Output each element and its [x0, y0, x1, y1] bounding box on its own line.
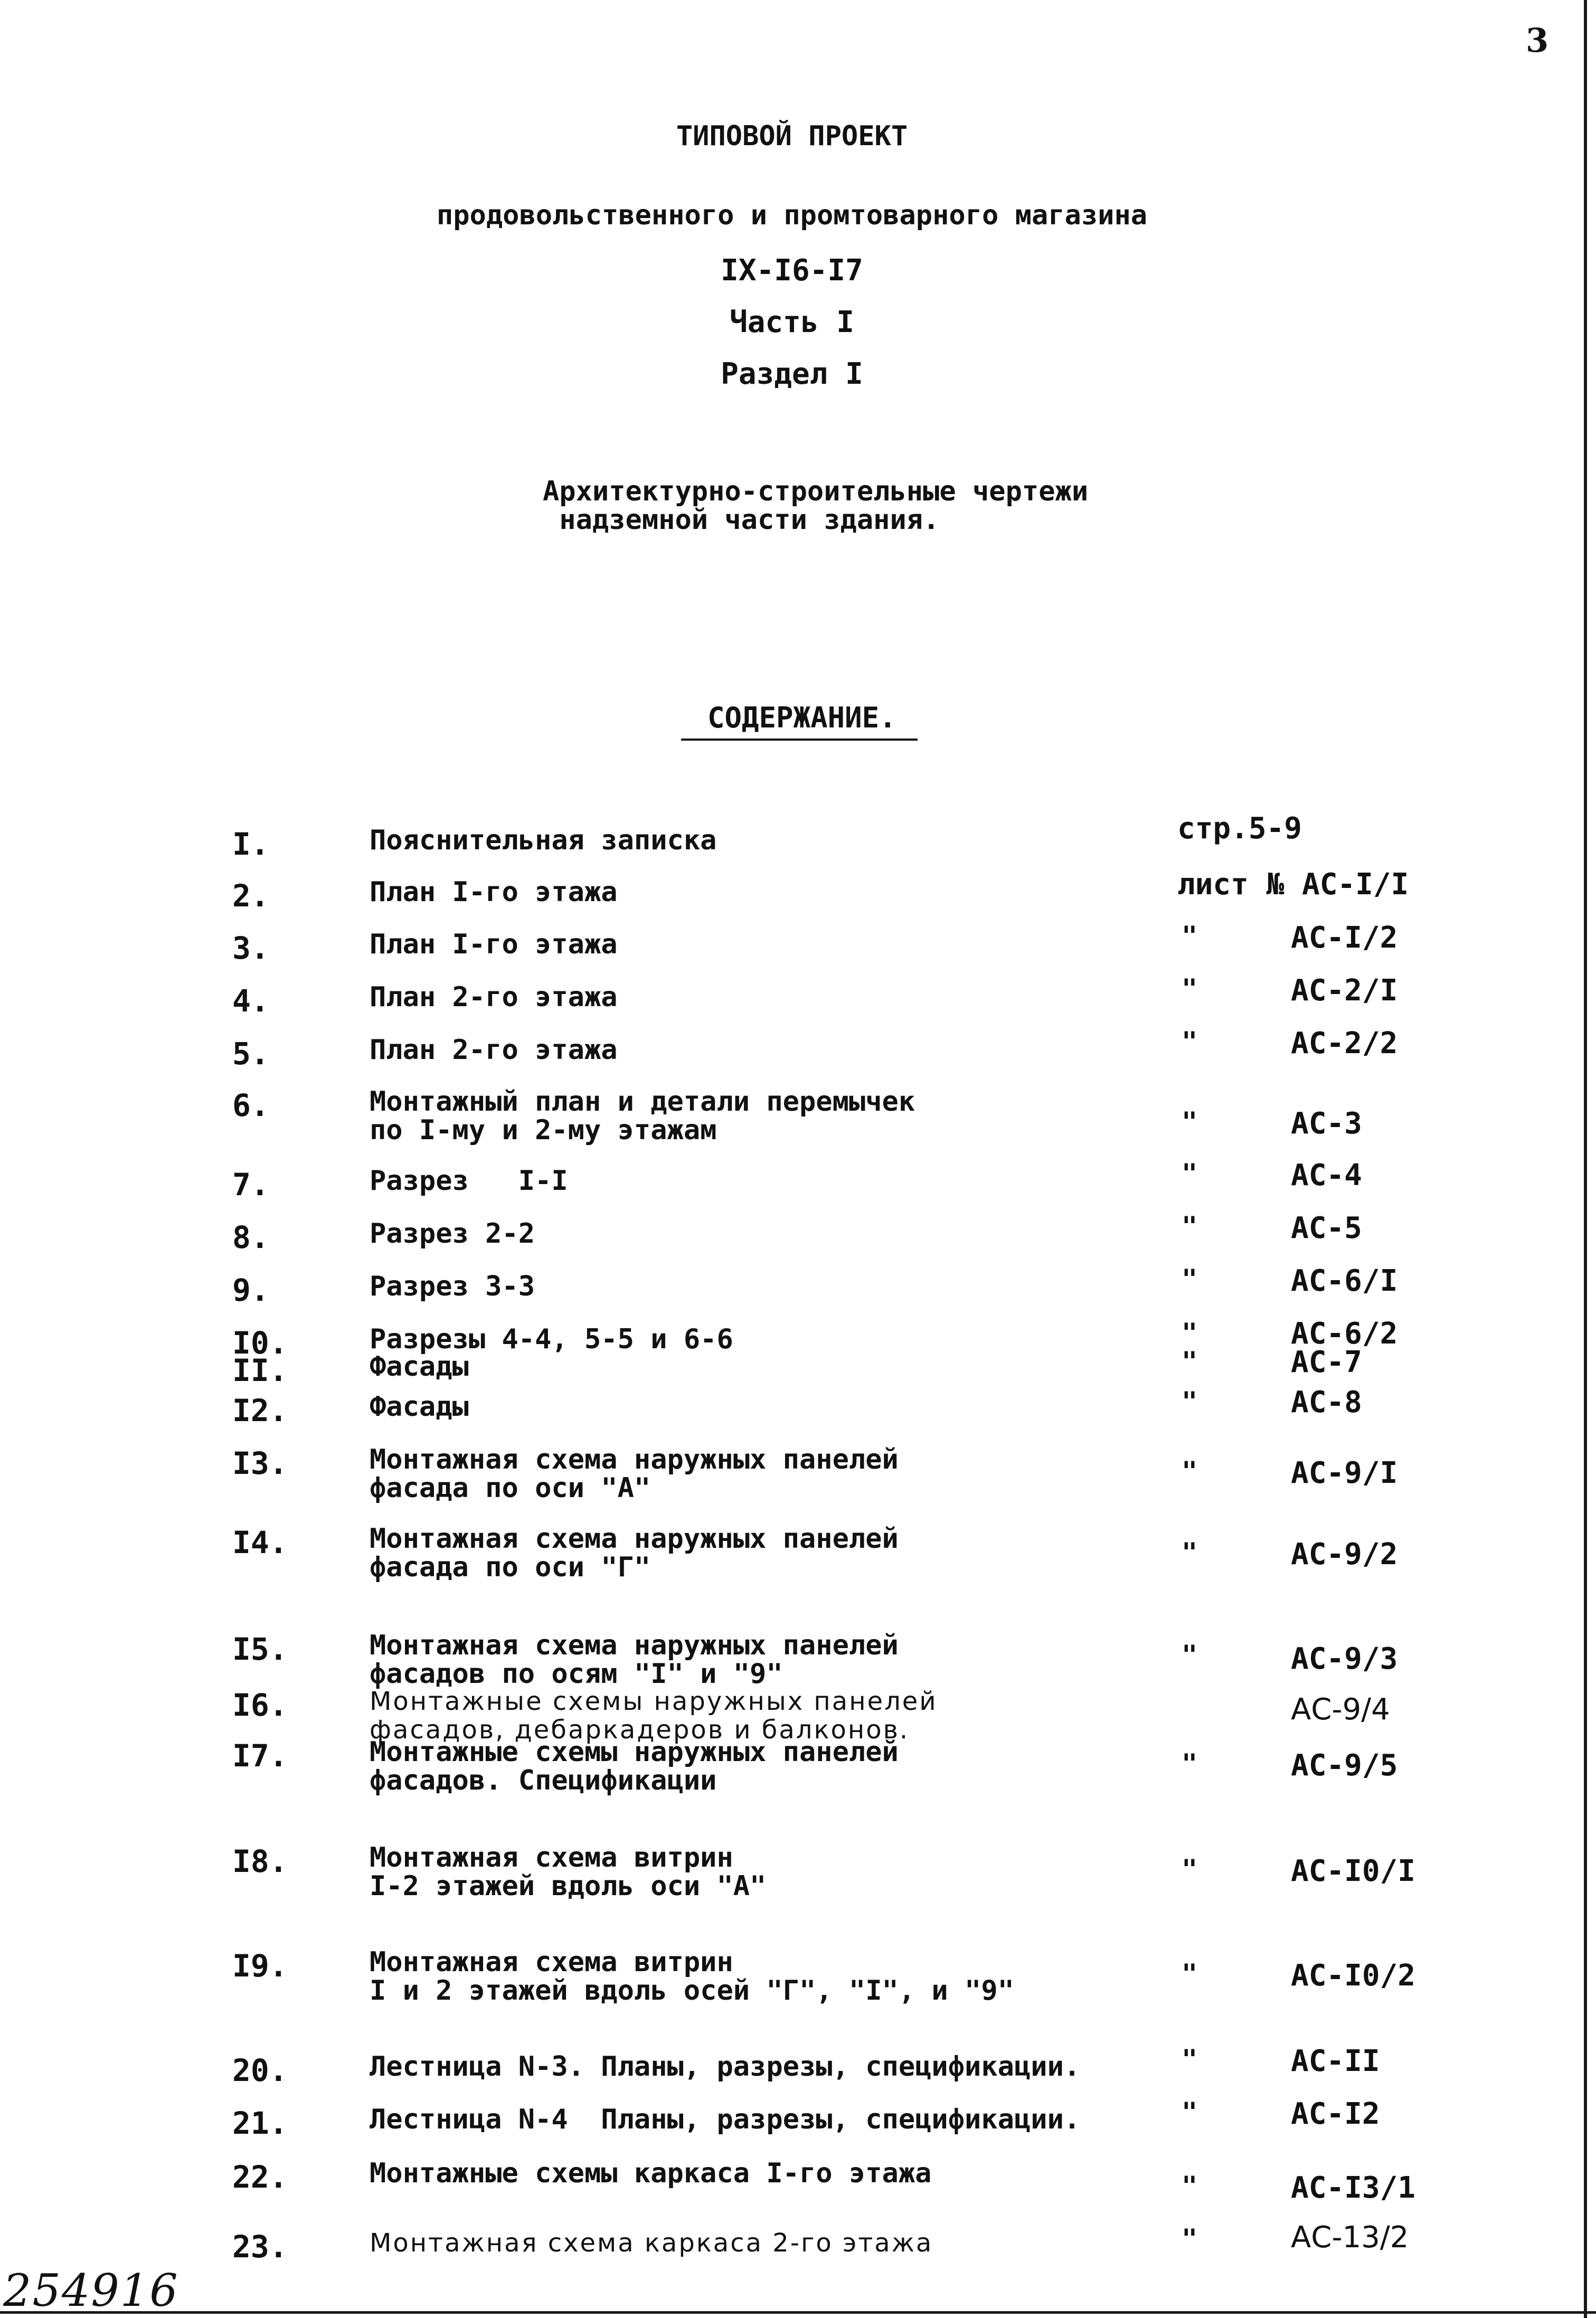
toc-row	[0, 2097, 1584, 2147]
toc-title: Монтажная схема наружных панелей фасадов по осям "I" и "9"	[370, 1630, 899, 1690]
toc-ref: АС-9/I	[1291, 1456, 1398, 1490]
toc-ditto-mark: "	[1182, 1959, 1198, 1989]
toc-ditto-mark: "	[1182, 2097, 1198, 2127]
toc-title: Монтажная схема наружных панелей фасада по оси "Г"	[370, 1523, 899, 1583]
toc-ditto-mark: "	[1182, 1537, 1198, 1568]
toc-ref: АС-3	[1291, 1106, 1362, 1141]
toc-num: I4.	[232, 1525, 288, 1560]
toc-num: I3.	[232, 1445, 288, 1481]
toc-ref: АС-I/2	[1291, 921, 1398, 955]
toc-ref: АС-4	[1291, 1158, 1362, 1193]
toc-title: Лестница N-3. Планы, разрезы, спецификации.	[370, 2051, 1081, 2083]
toc-title: Монтажная схема витрин I-2 этажей вдоль оси "А"	[370, 1842, 767, 1902]
toc-title: Монтажная схема каркаса 2-го этажа	[370, 2228, 933, 2258]
toc-ref: АС-I0/2	[1291, 1959, 1416, 1993]
toc-row	[0, 1385, 1584, 1435]
toc-ditto-mark: "	[1182, 1456, 1198, 1487]
toc-row	[0, 811, 1584, 868]
toc-title: Монтажные схемы каркаса I-го этажа	[370, 2158, 932, 2189]
toc-ditto-mark: "	[1182, 1106, 1198, 1137]
toc-num: I9.	[232, 1948, 288, 1984]
toc-row	[0, 1444, 1584, 1504]
section-label: Раздел I	[721, 357, 863, 391]
inventory-number: 254916	[3, 2265, 179, 2316]
toc-ditto-mark: "	[1182, 1026, 1198, 1057]
page-border-right	[1584, 0, 1587, 2318]
toc-ditto-mark: "	[1182, 1318, 1198, 1348]
toc-ref: АС-9/2	[1291, 1537, 1398, 1572]
toc-num: I2.	[232, 1393, 288, 1428]
toc-row	[0, 1086, 1584, 1146]
toc-ref: АС-6/I	[1291, 1264, 1398, 1298]
toc-row	[0, 1687, 1584, 1745]
toc-ref: АС-I3/1	[1291, 2171, 1416, 2205]
toc-ref: АС-I0/I	[1291, 1854, 1416, 1888]
toc-num: 8.	[232, 1219, 269, 1255]
toc-num: 23.	[232, 2229, 288, 2265]
toc-num: I8.	[232, 1843, 288, 1879]
toc-title: План 2-го этажа	[370, 1034, 618, 1066]
toc-ditto-mark: "	[1182, 1264, 1198, 1294]
toc-num: II.	[232, 1352, 288, 1388]
toc-ditto-mark: "	[1182, 1211, 1198, 1242]
toc-num: I6.	[232, 1687, 288, 1723]
toc-num: I5.	[232, 1631, 288, 1667]
project-code: IX-I6-I7	[721, 253, 863, 288]
toc-title: Разрезы 4-4, 5-5 и 6-6	[370, 1323, 733, 1355]
toc-ditto-mark: "	[1182, 1748, 1198, 1779]
toc-ref: АС-2/2	[1291, 1026, 1398, 1061]
toc-title: Монтажные схемы наружных панелей фасадов. Спецификации	[370, 1736, 899, 1796]
toc-ref: АС-6/2	[1291, 1317, 1398, 1351]
toc-row	[0, 921, 1584, 972]
toc-heading: СОДЕРЖАНИЕ.	[681, 701, 918, 741]
toc-num: 4.	[232, 983, 269, 1019]
toc-ref: АС-5	[1291, 1211, 1362, 1245]
toc-num: 6.	[232, 1087, 269, 1123]
toc-ditto-mark: "	[1182, 1854, 1198, 1885]
toc-ditto-mark: "	[1182, 921, 1198, 951]
toc-title: Монтажная схема наружных панелей фасада по оси "А"	[370, 1444, 899, 1504]
toc-num: 7.	[232, 1167, 269, 1203]
toc-ditto-mark: "	[1182, 973, 1198, 1004]
toc-title: Монтажные схемы наружных панелей фасадов, дебаркадеров и балконов.	[370, 1687, 938, 1745]
toc-title: Лестница N-4 Планы, разрезы, спецификации.	[370, 2104, 1081, 2135]
page-number: 3	[1526, 21, 1549, 60]
toc-num: 2.	[232, 878, 269, 914]
toc-row	[0, 1946, 1584, 2007]
toc-ref: АС-7	[1291, 1345, 1362, 1379]
toc-ditto-mark: "	[1182, 2044, 1198, 2075]
toc-ditto-mark: "	[1182, 1386, 1198, 1417]
toc-row	[0, 2044, 1584, 2095]
toc-ref: АС-II	[1291, 2044, 1380, 2078]
toc-row	[0, 1630, 1584, 1690]
section-description: Архитектурно-строительные чертежи надземной части здания.	[543, 476, 1089, 536]
toc-row	[0, 1026, 1584, 1078]
part-label: Часть I	[729, 305, 854, 339]
toc-title: План 2-го этажа	[370, 981, 618, 1013]
toc-ref: лист № АС-I/I	[1177, 867, 1409, 902]
toc-num: 21.	[232, 2105, 288, 2141]
toc-num: 20.	[232, 2052, 288, 2088]
toc-title: Фасады	[370, 1351, 469, 1383]
toc-row	[0, 2220, 1584, 2271]
toc-ditto-mark: "	[1182, 2171, 1198, 2201]
document-subtitle: продовольственного и промтоварного магазина	[436, 200, 1148, 231]
toc-title: Монтажный план и детали перемычек по I-му и 2-му этажам	[370, 1086, 915, 1146]
toc-num: 5.	[232, 1036, 269, 1072]
toc-num: 9.	[232, 1272, 269, 1308]
toc-row	[0, 1842, 1584, 1902]
toc-ditto-mark: "	[1182, 1346, 1198, 1377]
document-title: ТИПОВОЙ ПРОЕКТ	[676, 120, 908, 152]
toc-row	[0, 2158, 1584, 2205]
toc-ref: АС-9/3	[1291, 1642, 1398, 1676]
toc-row	[0, 1523, 1584, 1583]
toc-row	[0, 1158, 1584, 1209]
toc-ditto-mark: "	[1182, 1640, 1198, 1670]
toc-ditto-mark: "	[1182, 1158, 1198, 1189]
toc-title: План I-го этажа	[370, 876, 618, 908]
toc-title: Фасады	[370, 1391, 469, 1423]
toc-row	[0, 867, 1584, 920]
toc-row	[0, 1211, 1584, 1262]
toc-num: I7.	[232, 1738, 288, 1774]
toc-title: Разрез 3-3	[370, 1271, 535, 1302]
toc-ref: стр.5-9	[1177, 811, 1302, 846]
toc-num: 3.	[232, 930, 269, 966]
toc-ditto-mark: "	[1182, 2224, 1198, 2254]
toc-title: Пояснительная записка	[370, 825, 717, 856]
toc-title: Монтажная схема витрин I и 2 этажей вдоль осей "Г", "I", и "9"	[370, 1946, 1014, 2007]
toc-ref: АС-9/4	[1291, 1692, 1390, 1727]
toc-num: I.	[232, 826, 269, 862]
toc-ref: АС-I2	[1291, 2097, 1380, 2131]
toc-row	[0, 1736, 1584, 1796]
toc-row	[0, 973, 1584, 1025]
toc-ref: АС-2/I	[1291, 973, 1398, 1008]
toc-num: 22.	[232, 2159, 288, 2195]
toc-row	[0, 1264, 1584, 1314]
toc-ref: АС-13/2	[1291, 2220, 1409, 2255]
toc-ref: АС-8	[1291, 1385, 1362, 1420]
toc-title: Разрез 2-2	[370, 1218, 535, 1250]
toc-title: План I-го этажа	[370, 929, 618, 960]
toc-num: I0.	[232, 1325, 288, 1361]
page-border-bottom	[0, 2311, 1596, 2314]
toc-title: Разрез I-I	[370, 1165, 568, 1197]
toc-ref: АС-9/5	[1291, 1748, 1398, 1783]
